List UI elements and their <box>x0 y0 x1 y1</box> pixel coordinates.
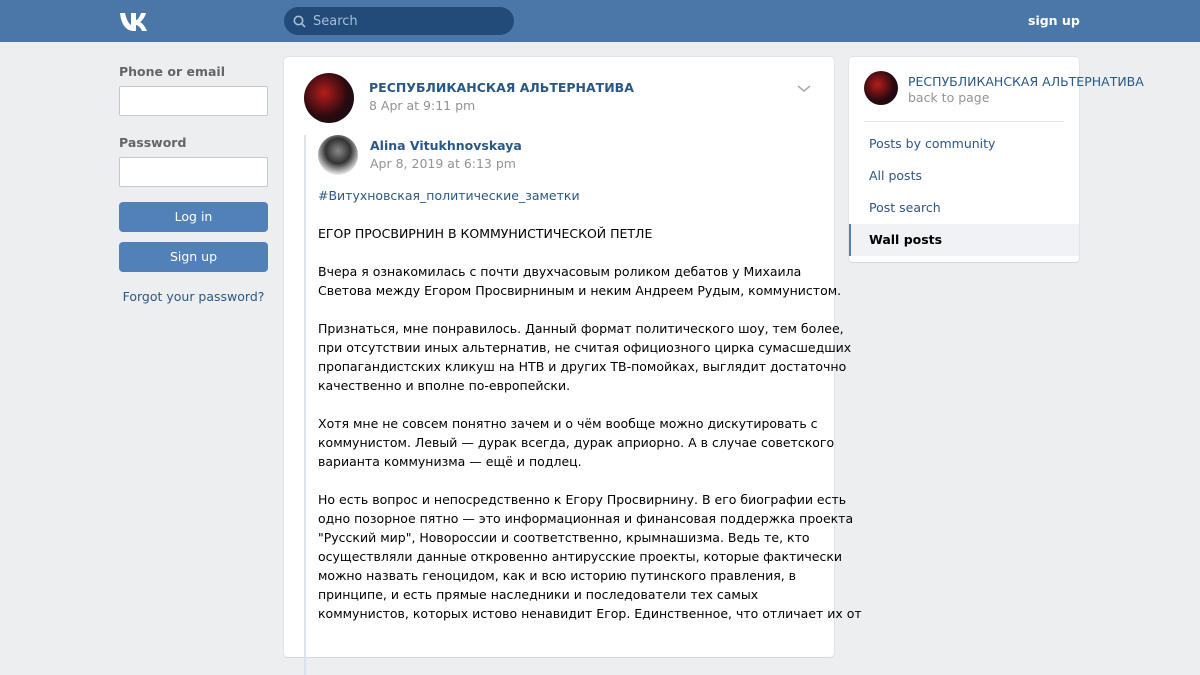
community-sidebar <box>849 57 1144 262</box>
author-avatar[interactable] <box>318 135 358 175</box>
sidebar-menu <box>849 128 1079 256</box>
paragraph-4: Но есть вопрос и непосредственно к Егору Просвирнину. В его биографии есть одно позорное пятно — это информационная и финансовая поддержка проекта "Русский мир", Новороссии и соответственно, крымнашизма. Ведь те, кто осуществляли данные откровенно антирусские проекты, которые фактически можно назвать геноцидом, как и всю историю путинского правления, в принципе, и есть прямые наследники и последователи тех самых коммунистов, которых истово ненавидит Егор. Единственное, что отличает их от <box>318 492 862 621</box>
wall-post <box>284 57 862 657</box>
menu-item-wall-posts[interactable]: Wall posts <box>849 224 1079 256</box>
menu-item-all-posts[interactable]: All posts <box>869 168 922 183</box>
paragraph-2: Признаться, мне понравилось. Данный формат политического шоу, тем более, при отсутствии иных альтернатив, не считая официозного цирка сумасшедших пропагандистских кликуш на НТВ и других ТВ-помойках, выглядит достаточно качественно и вполне по-европейски. <box>318 321 852 393</box>
group-name-link[interactable]: РЕСПУБЛИКАНСКАЯ АЛЬТЕРНАТИВА <box>369 80 634 95</box>
top-bar <box>0 0 1200 42</box>
phone-label: Phone or email <box>119 64 225 79</box>
password-label: Password <box>119 135 187 150</box>
signup-button[interactable]: Sign up <box>119 242 268 272</box>
vk-logo-icon[interactable] <box>118 10 152 32</box>
menu-item-post-search[interactable]: Post search <box>869 200 941 215</box>
sidebar-group-avatar[interactable] <box>864 71 898 105</box>
search-box[interactable] <box>284 7 514 35</box>
menu-item-posts-by-community[interactable]: Posts by community <box>869 136 996 151</box>
group-avatar[interactable] <box>304 73 354 123</box>
sidebar-divider <box>864 121 1064 122</box>
signup-link[interactable]: sign up <box>1028 13 1080 28</box>
chevron-down-icon[interactable] <box>796 81 812 97</box>
hashtag-link[interactable]: #Витухновская_политические_заметки <box>318 188 580 203</box>
sidebar-group-name[interactable]: РЕСПУБЛИКАНСКАЯ АЛЬТЕРНАТИВА <box>908 74 1144 89</box>
author-name-link[interactable]: Alina Vitukhnovskaya <box>370 138 522 153</box>
post-date[interactable]: 8 Apr at 9:11 pm <box>369 98 476 113</box>
paragraph-3: Хотя мне не совсем понятно зачем и о чём вообще можно дискутировать с коммунистом. Левый — дурак всегда, дурак априорно. А в случае советского варианта коммунизма — ещё и подлец. <box>318 416 835 469</box>
back-to-page-link[interactable]: back to page <box>908 90 990 105</box>
author-post-date[interactable]: Apr 8, 2019 at 6:13 pm <box>370 156 516 171</box>
search-input[interactable] <box>313 14 503 29</box>
phone-email-field[interactable] <box>119 86 268 116</box>
paragraph-1: Вчера я ознакомилась с почти двухчасовым роликом дебатов у Михаила Светова между Егором Просвирниным и неким Андреем Рудым, коммунистом. <box>318 264 842 298</box>
forgot-password-link[interactable]: Forgot your password? <box>122 289 265 304</box>
login-button[interactable]: Log in <box>119 202 268 232</box>
post-text <box>318 186 862 642</box>
repost-divider <box>304 135 306 675</box>
login-form <box>119 64 268 304</box>
password-field[interactable] <box>119 157 268 187</box>
post-title: ЕГОР ПРОСВИРНИН В КОММУНИСТИЧЕСКОЙ ПЕТЛЕ <box>318 226 653 241</box>
search-icon <box>293 15 306 28</box>
